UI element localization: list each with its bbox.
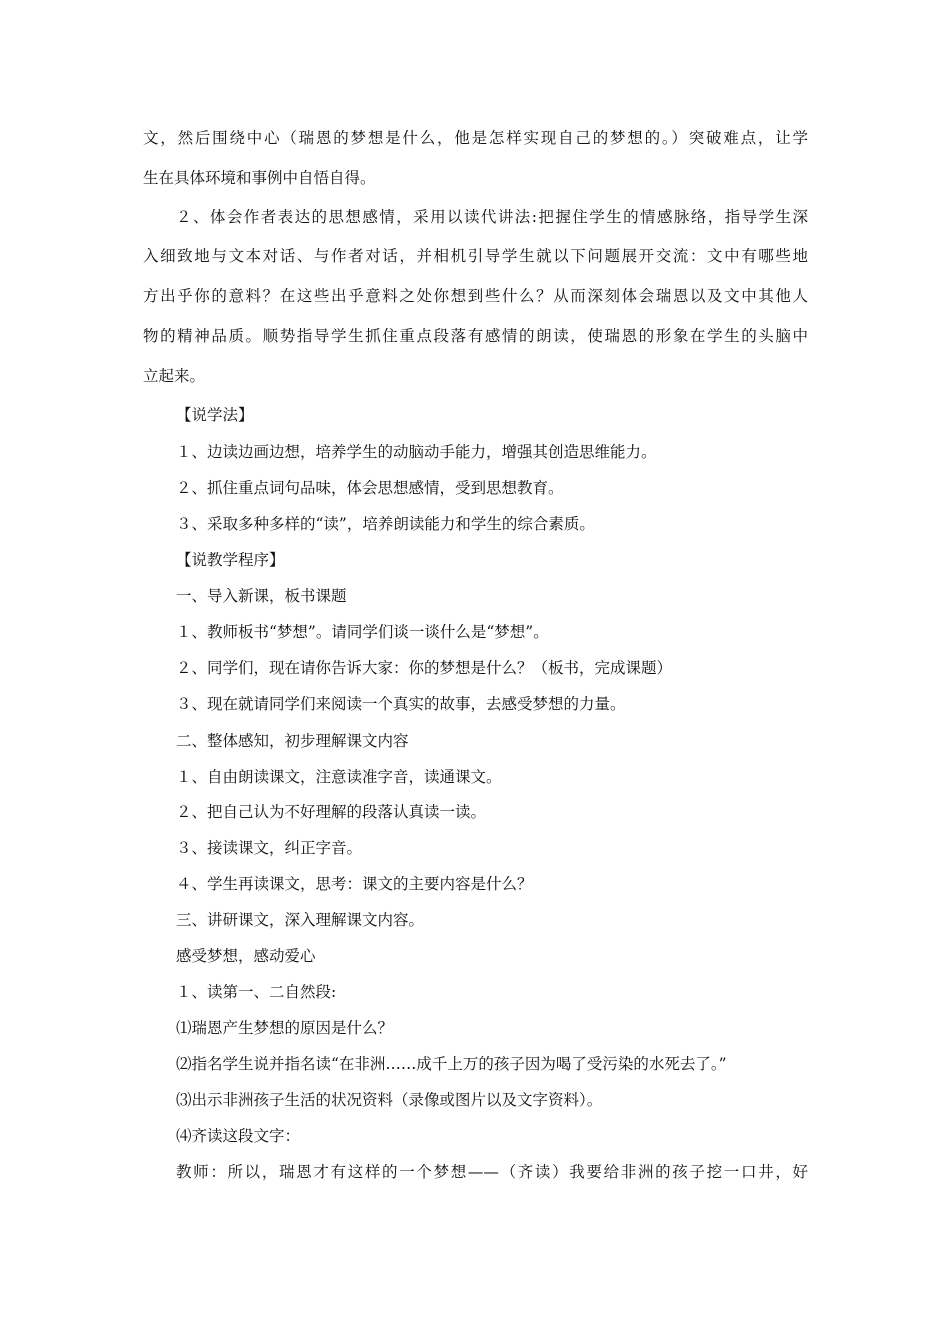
text-line: ⑴瑞恩产生梦想的原因是什么？ <box>176 1019 394 1037</box>
text-line: ３、现在就请同学们来阅读一个真实的故事，去感受梦想的力量。 <box>176 695 626 713</box>
text-line: 物的精神品质。顺势指导学生抓住重点段落有感情的朗读，使瑞恩的形象在学生的头脑中 <box>143 327 808 345</box>
text-line: 感受梦想，感动爱心 <box>176 947 316 965</box>
text-line: 二、整体感知，初步理解课文内容 <box>176 732 409 750</box>
text-line: １、教师板书“梦想”。请同学们谈一谈什么是“梦想”。 <box>176 623 549 641</box>
text-line: 一、导入新课，板书课题 <box>176 587 347 605</box>
text-line: 方出乎你的意料？在这些出乎意料之处你想到些什么？从而深刻体会瑞恩以及文中其他人 <box>143 287 808 305</box>
text-line: １、读第一、二自然段: <box>176 983 337 1001</box>
text-line: １、边读边画边想，培养学生的动脑动手能力，增强其创造思维能力。 <box>176 443 657 461</box>
text-line: ２、抓住重点词句品味，体会思想感情，受到思想教育。 <box>176 479 564 497</box>
text-line: 生在具体环境和事例中自悟自得。 <box>143 169 376 187</box>
text-line: ４、学生再读课文，思考：课文的主要内容是什么？ <box>176 875 533 893</box>
text-line: 三、讲研课文，深入理解课文内容。 <box>176 911 425 929</box>
text-line: ⑷齐读这段文字： <box>176 1127 301 1145</box>
text-line: １、自由朗读课文，注意读准字音，读通课文。 <box>176 768 502 786</box>
text-line: 立起来。 <box>143 367 206 385</box>
text-line: ３、接读课文，纠正字音。 <box>176 839 363 857</box>
text-line: 入细致地与文本对话、与作者对话，并相机引导学生就以下问题展开交流：文中有哪些地 <box>143 247 808 265</box>
section-heading: 【说教学程序】 <box>176 551 285 569</box>
text-line: ２、体会作者表达的思想感情，采用以读代讲法:把握住学生的情感脉络，指导学生深 <box>176 208 808 226</box>
text-line: ２、同学们，现在请你告诉大家：你的梦想是什么？（板书，完成课题） <box>176 659 673 677</box>
text-line: ⑶出示非洲孩子生活的状况资料（录像或图片以及文字资料）。 <box>176 1091 603 1109</box>
text-line: ⑵指名学生说并指名读“在非洲……成千上万的孩子因为喝了受污染的水死去了。” <box>176 1055 727 1073</box>
text-line: ３、采取多种多样的“读”，培养朗读能力和学生的综合素质。 <box>176 515 595 533</box>
text-line: 文，然后围绕中心（瑞恩的梦想是什么，他是怎样实现自己的梦想的。）突破难点，让学 <box>143 129 808 147</box>
text-line: 教师：所以，瑞恩才有这样的一个梦想——（齐读）我要给非洲的孩子挖一口井，好 <box>176 1163 808 1181</box>
section-heading: 【说学法】 <box>176 406 254 424</box>
text-line: ２、把自己认为不好理解的段落认真读一读。 <box>176 803 487 821</box>
